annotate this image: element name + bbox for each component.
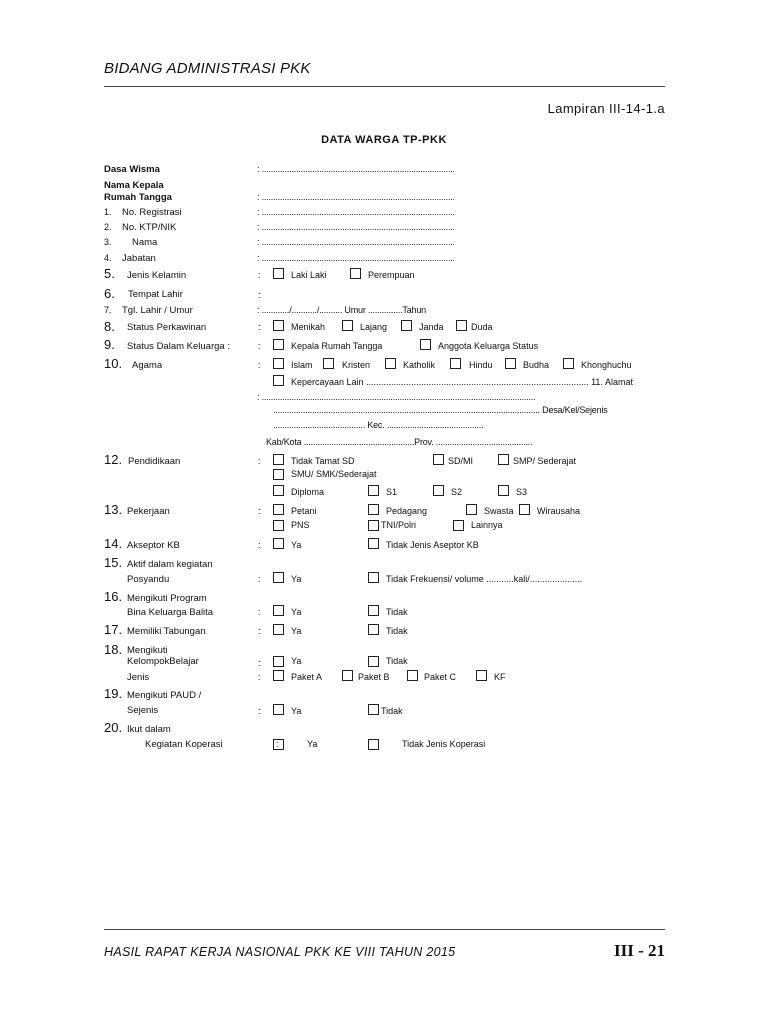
checkbox-kepala-rt[interactable] bbox=[273, 339, 284, 350]
input-tgl-lahir[interactable]: : ............/.........../.......... Umur ...............Tahun bbox=[257, 305, 426, 315]
label-mengikuti-paud: Mengikuti PAUD / bbox=[127, 690, 202, 701]
checkbox-pedagang[interactable] bbox=[368, 504, 379, 515]
item-number: 6. bbox=[104, 286, 115, 301]
option-ya: Ya bbox=[307, 739, 318, 749]
label-registrasi: No. Registrasi bbox=[122, 207, 182, 218]
option-ya: Ya bbox=[291, 607, 302, 617]
label-mengikuti: Mengikuti bbox=[127, 645, 168, 656]
label-rumah-tangga: Rumah Tangga bbox=[104, 192, 172, 203]
label-pendidikan: Pendidikaan bbox=[128, 456, 181, 467]
label-pekerjaan: Pekerjaan bbox=[127, 506, 170, 517]
option-tidak: Tidak bbox=[386, 626, 408, 636]
colon: : bbox=[258, 456, 261, 466]
checkbox-kf[interactable] bbox=[476, 670, 487, 681]
checkbox-s1[interactable] bbox=[368, 485, 379, 496]
item-number: 10. bbox=[104, 356, 123, 371]
checkbox-paud-tidak[interactable] bbox=[368, 704, 379, 715]
option-perempuan: Perempuan bbox=[368, 270, 415, 280]
checkbox-kelompok-ya[interactable] bbox=[273, 656, 284, 667]
label-mengikuti-program: Mengikuti Program bbox=[127, 593, 207, 604]
option-lainnya: Lainnya bbox=[471, 520, 503, 530]
item-number: 20. bbox=[104, 720, 123, 735]
option-s3: S3 bbox=[516, 487, 528, 497]
checkbox-diploma[interactable] bbox=[273, 485, 284, 496]
colon: : bbox=[258, 672, 261, 682]
label-bina-keluarga: Bina Keluarga Balita bbox=[127, 607, 214, 618]
option-katholik: Katholik bbox=[403, 360, 436, 370]
checkbox-menikah[interactable] bbox=[273, 320, 284, 331]
option-anggota: Anggota Keluarga Status bbox=[438, 341, 539, 351]
input-desa[interactable]: .................................................................................................................... Desa/Kel/Sejenis bbox=[273, 405, 608, 415]
checkbox-paket-c[interactable] bbox=[407, 670, 418, 681]
item-number: 19. bbox=[104, 686, 123, 701]
item-number: 3. bbox=[104, 237, 112, 247]
option-menikah: Menikah bbox=[291, 322, 326, 332]
item-number: 5. bbox=[104, 266, 115, 281]
colon: : bbox=[258, 706, 261, 716]
input-nama[interactable]: : .................................................................................... bbox=[257, 237, 455, 247]
option-pns: PNS bbox=[291, 520, 310, 530]
checkbox-perempuan[interactable] bbox=[350, 268, 361, 279]
checkbox-lajang[interactable] bbox=[342, 320, 353, 331]
checkbox-wirausaha[interactable] bbox=[519, 504, 530, 515]
checkbox-budha[interactable] bbox=[505, 358, 516, 369]
option-ya: Ya bbox=[291, 706, 302, 716]
colon: : bbox=[258, 626, 261, 636]
colon: : bbox=[258, 341, 261, 351]
option-ya: Ya bbox=[291, 626, 302, 636]
option-tidak-tamat: Tidak Tamat SD bbox=[291, 456, 355, 466]
option-kf: KF bbox=[494, 672, 506, 682]
checkbox-swasta[interactable] bbox=[466, 504, 477, 515]
section-header: BIDANG ADMINISTRASI PKK bbox=[104, 60, 311, 77]
option-laki: Laki Laki bbox=[291, 270, 327, 280]
colon: : bbox=[258, 658, 261, 668]
checkbox-anggota[interactable] bbox=[420, 339, 431, 350]
label-jenis: Jenis bbox=[127, 672, 150, 683]
option-kristen: Kristen bbox=[342, 360, 371, 370]
checkbox-paket-a[interactable] bbox=[273, 670, 284, 681]
checkbox-laki[interactable] bbox=[273, 268, 284, 279]
option-tidak-koperasi: Tidak Jenis Koperasi bbox=[402, 739, 486, 749]
option-wirausaha: Wirausaha bbox=[537, 506, 581, 516]
colon: : bbox=[258, 540, 261, 550]
checkbox-bkb-ya[interactable] bbox=[273, 605, 284, 616]
colon: : bbox=[258, 574, 261, 584]
checkbox-smp[interactable] bbox=[498, 454, 509, 465]
option-swasta: Swasta bbox=[484, 506, 514, 516]
option-duda: Duda bbox=[471, 322, 493, 332]
option-paket-b: Paket B bbox=[358, 672, 390, 682]
option-kepala-rt: Kepala Rumah Tangga bbox=[291, 341, 383, 351]
label-tempat-lahir: Tempat Lahir bbox=[128, 289, 183, 300]
label-posyandu: Posyandu bbox=[127, 574, 170, 585]
checkbox-smu[interactable] bbox=[273, 469, 284, 480]
item-number: 15. bbox=[104, 555, 123, 570]
label-agama: Agama bbox=[132, 360, 163, 371]
label-nama: Nama bbox=[132, 237, 158, 248]
checkbox-s3[interactable] bbox=[498, 485, 509, 496]
checkbox-tabungan-tidak[interactable] bbox=[368, 624, 379, 635]
checkbox-lainnya[interactable] bbox=[453, 520, 464, 531]
colon: : bbox=[276, 739, 279, 749]
checkbox-koperasi-tidak[interactable] bbox=[368, 739, 379, 750]
checkbox-posyandu-ya[interactable] bbox=[273, 572, 284, 583]
page-number: III - 21 bbox=[613, 941, 665, 960]
item-number: 18. bbox=[104, 642, 123, 657]
checkbox-sd[interactable] bbox=[433, 454, 444, 465]
option-frekuensi: Tidak Frekuensi/ volume ...........kali/..................... bbox=[386, 574, 583, 584]
option-petani: Petani bbox=[291, 506, 317, 516]
label-aktif-kegiatan: Aktif dalam kegiatan bbox=[127, 559, 213, 570]
option-paket-c: Paket C bbox=[424, 672, 457, 682]
input-ktp[interactable]: : .................................................................................... bbox=[257, 222, 455, 232]
option-s2: S2 bbox=[451, 487, 463, 497]
option-ya: Ya bbox=[291, 540, 302, 550]
appendix-label: Lampiran III-14-1.a bbox=[547, 101, 665, 116]
item-number: 1. bbox=[104, 207, 112, 217]
label-kegiatan-koperasi: Kegiatan Koperasi bbox=[145, 739, 223, 750]
colon: : bbox=[258, 322, 261, 332]
checkbox-tni[interactable] bbox=[368, 520, 379, 531]
checkbox-duda[interactable] bbox=[456, 320, 467, 331]
option-diploma: Diploma bbox=[291, 487, 325, 497]
option-ya: Ya bbox=[291, 574, 302, 584]
option-janda: Janda bbox=[419, 322, 444, 332]
label-tabungan: Memiliki Tabungan bbox=[127, 626, 206, 637]
option-smp: SMP/ Sederajat bbox=[513, 456, 577, 466]
input-jabatan[interactable]: : .................................................................................... bbox=[257, 253, 455, 263]
item-number: 17. bbox=[104, 622, 123, 637]
label-ikut-dalam: Ikut dalam bbox=[127, 724, 171, 735]
label-jabatan: Jabatan bbox=[122, 253, 156, 264]
input-kabkota-prov[interactable]: Kab/Kota ................................................Prov. .......................................... bbox=[266, 437, 533, 447]
label-ktp: No. KTP/NIK bbox=[122, 222, 177, 233]
label-nama-kepala: Nama Kepala bbox=[104, 180, 164, 191]
checkbox-tabungan-ya[interactable] bbox=[273, 624, 284, 635]
item-number: 9. bbox=[104, 337, 115, 352]
checkbox-kepercayaan[interactable] bbox=[273, 375, 284, 386]
checkbox-paud-ya[interactable] bbox=[273, 704, 284, 715]
option-sd: SD/MI bbox=[448, 456, 474, 466]
item-number: 8. bbox=[104, 319, 115, 334]
input-alamat[interactable]: : ....................................................................................................................... bbox=[257, 392, 536, 402]
option-ya: Ya bbox=[291, 656, 302, 666]
checkbox-katholik[interactable] bbox=[385, 358, 396, 369]
option-tni: TNI/Polri bbox=[381, 520, 417, 530]
checkbox-bkb-tidak[interactable] bbox=[368, 605, 379, 616]
input-kepala-rumah-tangga[interactable]: : .................................................................................... bbox=[257, 192, 455, 202]
footer-text: HASIL RAPAT KERJA NASIONAL PKK KE VIII TAHUN 2015 bbox=[104, 945, 456, 959]
input-registrasi[interactable]: : .................................................................................... bbox=[257, 207, 455, 217]
option-s1: S1 bbox=[386, 487, 398, 497]
checkbox-posyandu-tidak[interactable] bbox=[368, 572, 379, 583]
label-kelompok-belajar: KelompokBelajar bbox=[127, 656, 199, 667]
checkbox-akseptor-ya[interactable] bbox=[273, 538, 284, 549]
form-title: DATA WARGA TP-PKK bbox=[321, 134, 447, 146]
checkbox-islam[interactable] bbox=[273, 358, 284, 369]
checkbox-hindu[interactable] bbox=[450, 358, 461, 369]
header-rule bbox=[104, 86, 665, 87]
option-kepercayaan-alamat: Kepercayaan Lain ......................................................................................... 11. Alamat bbox=[291, 377, 633, 387]
option-paket-a: Paket A bbox=[291, 672, 323, 682]
colon: : bbox=[258, 607, 261, 617]
label-tgl-lahir: Tgl. Lahir / Umur bbox=[122, 305, 193, 316]
item-number: 2. bbox=[104, 222, 112, 232]
checkbox-pns[interactable] bbox=[273, 520, 284, 531]
checkbox-s2[interactable] bbox=[433, 485, 444, 496]
option-smu: SMU/ SMK/Sederajat bbox=[291, 469, 377, 479]
colon: : bbox=[258, 506, 261, 516]
label-akseptor: Akseptor KB bbox=[127, 540, 180, 551]
item-number: 7. bbox=[104, 305, 112, 315]
item-number: 4. bbox=[104, 253, 112, 263]
label-jenis-kelamin: Jenis Kelamin bbox=[127, 270, 187, 281]
option-pedagang: Pedagang bbox=[386, 506, 428, 516]
option-lajang: Lajang bbox=[360, 322, 388, 332]
checkbox-kristen[interactable] bbox=[323, 358, 334, 369]
colon: : bbox=[258, 270, 261, 280]
item-number: 12. bbox=[104, 452, 123, 467]
item-number: 14. bbox=[104, 536, 123, 551]
label-status-keluarga: Status Dalam Keluarga : bbox=[127, 341, 230, 352]
checkbox-tidak-tamat[interactable] bbox=[273, 454, 284, 465]
checkbox-akseptor-tidak[interactable] bbox=[368, 538, 379, 549]
item-number: 13. bbox=[104, 502, 123, 517]
colon: : bbox=[258, 360, 261, 370]
option-budha: Budha bbox=[523, 360, 550, 370]
option-tidak: Tidak bbox=[386, 656, 408, 666]
input-kecamatan[interactable]: ........................................ Kec. .......................................... bbox=[273, 420, 484, 430]
option-tidak: Tidak bbox=[381, 706, 403, 716]
label-sejenis: Sejenis bbox=[127, 705, 159, 716]
item-number: 16. bbox=[104, 589, 123, 604]
option-tidak-kb: Tidak Jenis Aseptor KB bbox=[386, 540, 479, 550]
checkbox-janda[interactable] bbox=[401, 320, 412, 331]
footer-rule bbox=[104, 929, 665, 930]
checkbox-kelompok-tidak[interactable] bbox=[368, 656, 379, 667]
checkbox-paket-b[interactable] bbox=[342, 670, 353, 681]
option-tidak: Tidak bbox=[386, 607, 408, 617]
colon: : bbox=[258, 290, 261, 300]
checkbox-khonghuchu[interactable] bbox=[563, 358, 574, 369]
label-status-perkawinan: Status Perkawinan bbox=[127, 322, 207, 333]
label-dasa-wisma: Dasa Wisma bbox=[104, 164, 160, 175]
checkbox-petani[interactable] bbox=[273, 504, 284, 515]
option-hindu: Hindu bbox=[469, 360, 493, 370]
option-khonghuchu: Khonghuchu bbox=[581, 360, 632, 370]
input-dasa-wisma[interactable]: : .................................................................................... bbox=[257, 164, 455, 174]
option-islam: Islam bbox=[291, 360, 313, 370]
